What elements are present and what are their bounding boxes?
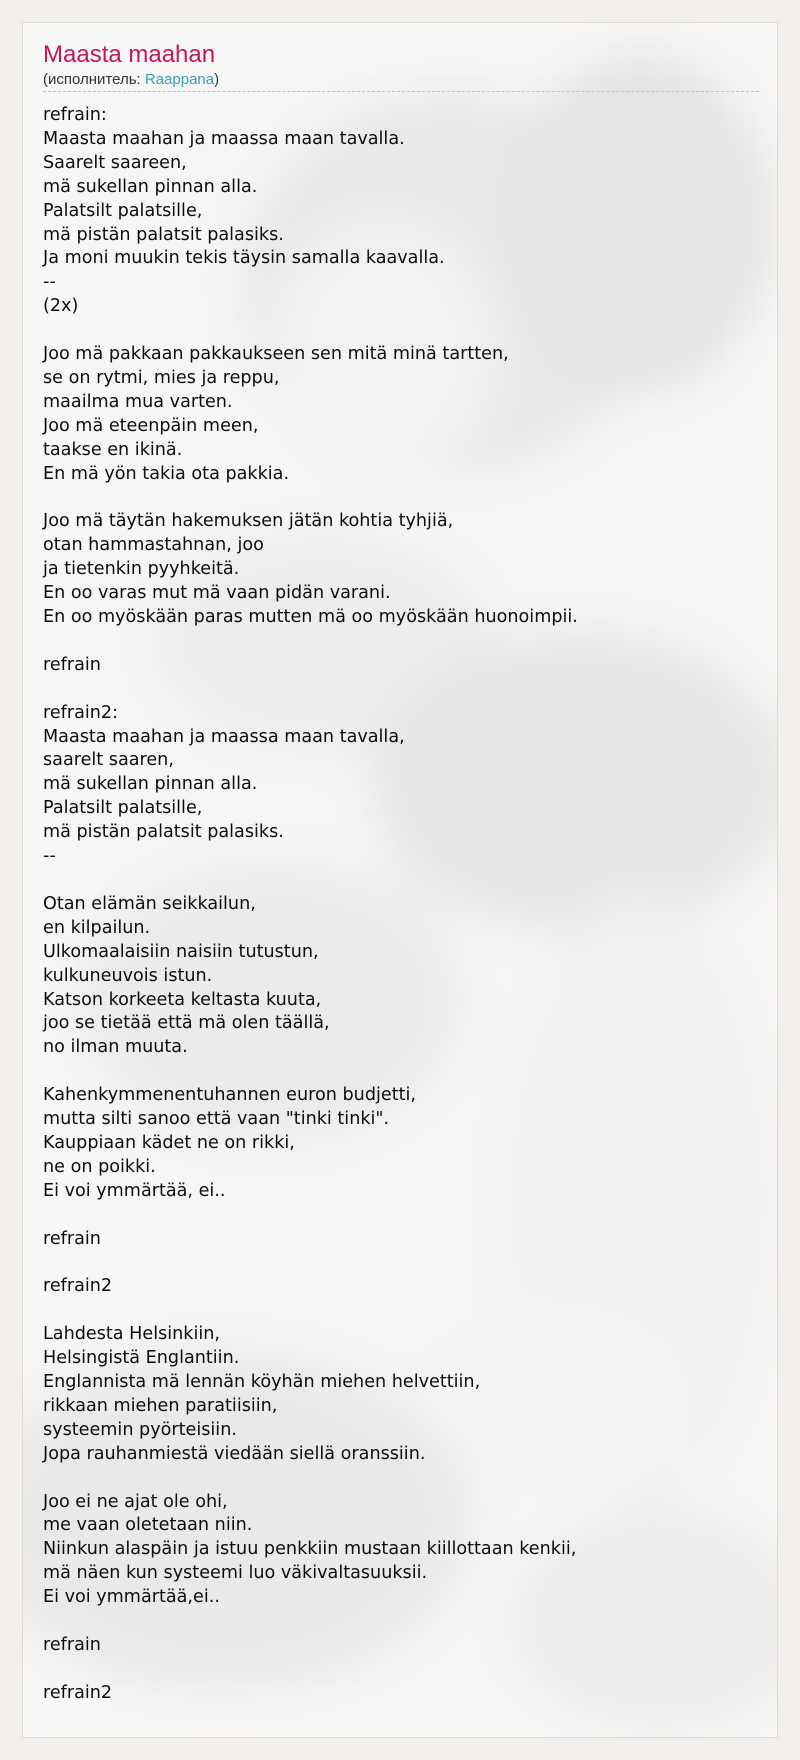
lyrics-text: refrain: Maasta maahan ja maassa maan tavalla. Saarelt saareen, mä sukellan pinnan alla. Palatsilt palatsille, mä pistän palatsit palasiks. Ja moni muukin tekis täysin samalla kaavalla. -- (2x) Joo mä pakkaan pakkaukseen sen mitä minä tartten, se on rytmi, mies ja reppu, maailma mua varten. Joo mä eteenpäin meen, taakse en ikinä. En mä yön takia ota pakkia. Joo mä täytän hakemuksen jätän kohtia tyhjiä, otan hammastahnan, joo ja tietenkin pyyhkeitä. En oo varas mut mä vaan pidän varani. En oo myöskään paras mutten mä oo myöskään huonoimpii. refrain refrain2: Maasta maahan ja maassa maan tavalla, saarelt saaren, mä sukellan pinnan alla. Palatsilt palatsille, mä pistän palatsit palasiks. -- Otan elämän seikkailun, en kilpailun. Ulkomaalaisiin naisiin tutustun, kulkuneuvois istun. Katson korkeeta keltasta kuuta, joo se tietää että mä olen täällä, no ilman muuta. Kahenkymmenentuhannen euron budjetti, mutta silti sanoo että vaan "tinki tinki". Kauppiaan kädet ne on rikki, ne on poikki. Ei voi ymmärtää, ei.. refrain refrain2 Lahdesta Helsinkiin, Helsingistä Englantiin. Englannista mä lennän köyhän miehen helvettiin, rikkaan miehen paratiisiin, systeemin pyörteisiin. Jopa rauhanmiestä viedään siellä oranssiin. Joo ei ne ajat ole ohi, me vaan oletetaan niin. Niinkun alaspäin ja istuu penkkiin mustaan kiillottaan kenkii, mä näen kun systeemi luo väkivaltasuuksii. Ei voi ymmärtää,ei.. refrain refrain2 [43, 105, 578, 1703]
performer-line [43, 71, 759, 92]
lyrics-card [22, 22, 778, 1738]
performer-link[interactable]: Raappana [144, 71, 215, 88]
performer-suffix: ) [214, 71, 220, 88]
song-title: Maasta maahan [43, 41, 216, 68]
performer-prefix: (исполнитель: [43, 71, 145, 88]
song-content [23, 23, 777, 1706]
